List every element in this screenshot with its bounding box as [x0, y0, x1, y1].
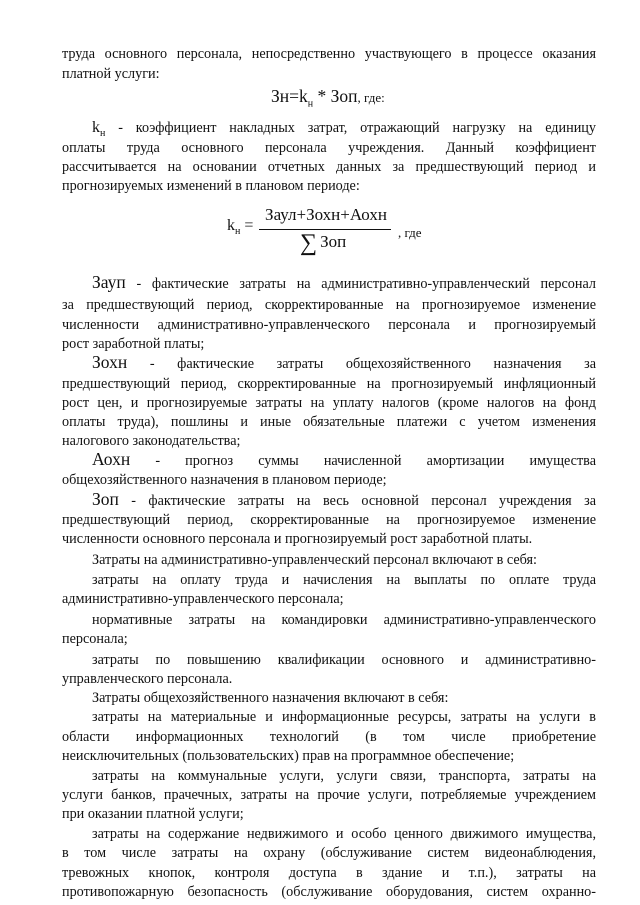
text-line: налогового законодательства;	[62, 433, 241, 449]
formula-subscript: н	[307, 98, 314, 110]
kn-symbol: k	[92, 119, 100, 136]
text-line: неисключительных (пользовательских) прав на программное обеспечение;	[62, 748, 515, 764]
zaup-symbol: Зауп	[92, 272, 126, 292]
zohn-definition-first-line	[92, 352, 596, 374]
formula-where: , где:	[357, 90, 385, 105]
zohn-symbol: Зохн	[92, 352, 128, 372]
admin-costs-header: Затраты на административно-управленческий персонал включают в себя:	[92, 552, 537, 568]
text-line: затраты на оплату труда и начисления на выплаты по оплате труда	[92, 572, 596, 588]
zaup-definition-first-line	[92, 272, 596, 294]
formula2-k: k	[227, 217, 235, 234]
text-line: предшествующий период, скорректированные на прогнозируемый инфляционный	[62, 376, 596, 392]
formula-lhs: Зн=k	[271, 86, 308, 106]
zop-symbol: Зоп	[92, 489, 119, 509]
text-line: противопожарную безопасность (обслуживание оборудования, систем охранно-	[62, 884, 596, 900]
text-line: труда основного персонала, непосредственно участвующего в процессе оказания	[62, 46, 596, 62]
text-line: за предшествующий период, скорректированные на прогнозируемое изменение	[62, 297, 596, 313]
fraction-numerator: Заул+Зохн+Аохн	[265, 205, 387, 224]
formula2-where: , где	[398, 225, 422, 240]
text-line: численности основного персонала и прогнозируемый рост заработной платы.	[62, 531, 533, 547]
formula-overhead	[271, 86, 385, 110]
text-line: общехозяйственного назначения в плановом периоде;	[62, 472, 387, 488]
text-line: административно-управленческого персонала;	[62, 591, 344, 607]
formula-rhs: Зоп	[330, 86, 358, 106]
text-line: численности административно-управленческого персонала и прогнозируемый	[62, 317, 596, 333]
text-line: персонала;	[62, 631, 128, 647]
formula2-subscript: н	[235, 226, 241, 238]
text-line: рост цен, и прогнозируемые затраты на уплату налогов (кроме налогов на фонд	[62, 395, 596, 411]
zaup-text: - фактические затраты на административно-управленческий персонал	[125, 276, 596, 292]
general-costs-header: Затраты общехозяйственного назначения включают в себя:	[92, 690, 449, 706]
zop-text: - фактические затраты на весь основной персонал учреждения за	[118, 493, 596, 509]
text-line: прогнозируемых изменений в плановом периоде:	[62, 178, 360, 194]
text-line: предшествующий период, скорректированные на прогнозируемое изменение	[62, 512, 596, 528]
text-line: затраты по повышению квалификации основного и административно-	[92, 652, 596, 668]
aohn-text: - прогноз суммы начисленной амортизации имущества	[130, 453, 596, 469]
aohn-definition-first-line	[92, 449, 596, 471]
text-line: нормативные затраты на командировки административно-управленческого	[92, 612, 596, 628]
aohn-symbol: Аохн	[92, 449, 131, 469]
text-line: в том числе затраты на охрану (обслуживание систем видеонаблюдения,	[62, 845, 596, 861]
fraction-denominator	[300, 230, 346, 257]
zop-definition-first-line	[92, 489, 596, 511]
denominator-text: Зоп	[320, 232, 347, 251]
zohn-text: - фактические затраты общехозяйственного назначения за	[127, 356, 596, 372]
text-line: при оказании платной услуги;	[62, 806, 244, 822]
text-line: затраты на коммунальные услуги, услуги связи, транспорта, затраты на	[92, 768, 596, 784]
text-line: оплаты труда), пошлины и иные обязательные платежи с учетом изменения	[62, 414, 596, 430]
text-line: затраты на содержание недвижимого и особо ценного движимого имущества,	[92, 826, 596, 842]
formula2-equals: =	[244, 217, 254, 234]
kn-formula-lhs	[227, 217, 253, 237]
kn-definition-text: - коэффициент накладных затрат, отражающий нагрузку на единицу	[105, 120, 596, 136]
kn-subscript: н	[100, 127, 106, 139]
text-line: области информационных технологий (в том числе приобретение	[62, 729, 596, 745]
sum-symbol: ∑	[300, 230, 318, 256]
text-line: услуги банков, прачечных, затраты на прочие услуги, потребляемые учреждением	[62, 787, 596, 803]
text-line: тревожных кнопок, контроля доступа в здание и т.п.), затраты на	[62, 865, 596, 881]
text-line: оплаты труда основного персонала учреждения. Данный коэффициент	[62, 140, 596, 156]
text-line: управленческого персонала.	[62, 671, 233, 687]
text-line: рассчитывается на основании отчетных данных за предшествующий период и	[62, 159, 596, 175]
text-line: рост заработной платы;	[62, 336, 205, 352]
text-line: затраты на материальные и информационные ресурсы, затраты на услуги в	[92, 709, 596, 725]
formula-operator: *	[313, 86, 331, 106]
text-line: платной услуги:	[62, 66, 160, 82]
